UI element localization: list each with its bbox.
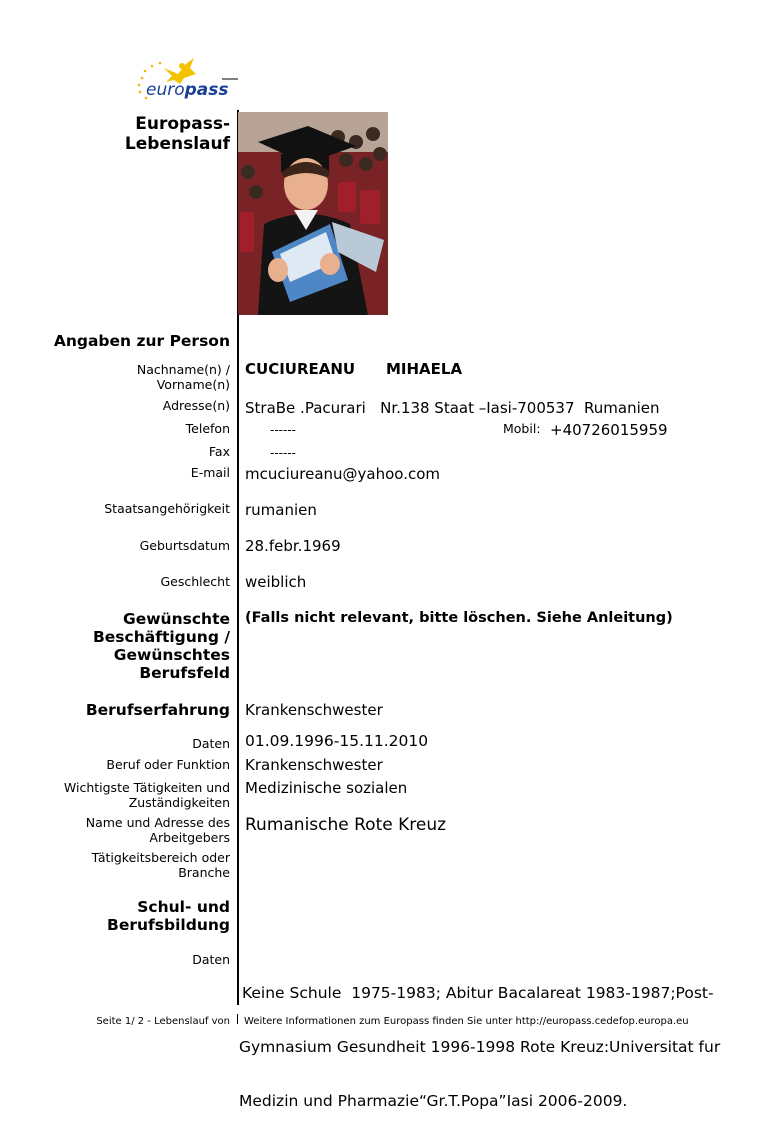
value-mobile: +40726015959 (550, 421, 668, 439)
value-experience-dates: 01.09.1996-15.11.2010 (245, 732, 429, 750)
value-email[interactable]: mcuciureanu@yahoo.com (245, 465, 441, 483)
footer-divider (237, 1014, 238, 1024)
label-mobile: Mobil: (503, 421, 541, 436)
section-heading-experience: Berufserfahrung (85, 701, 230, 719)
label-sector: Tätigkeitsbereich oder Branche (91, 850, 230, 880)
footer-left: Seite 1/ 2 - Lebenslauf von (96, 1016, 230, 1027)
label-nationality: Staatsangehörigkeit (104, 501, 230, 516)
value-education: Keine Schule 1975-1983; Abitur Bacalareat 1983-1987;Post- Gymnasium Gesundheit 1996-1998 Rote Kreuz:Universitat fur Medizin und Pharmazie“Gr.T.Popa”Iasi 2006-2009. (239, 984, 721, 1110)
section-heading-personal: Angaben zur Person (53, 332, 230, 350)
value-phone: ------ (270, 423, 296, 437)
section-heading-desired: Gewünschte Beschäftigung / Gewünschtes Berufsfeld (92, 610, 230, 682)
label-experience-dates: Daten (192, 736, 230, 751)
logo-text-pass: pass (184, 80, 229, 100)
desired-note: (Falls nicht relevant, bitte löschen. Siehe Anleitung) (245, 610, 673, 626)
europass-logo (134, 54, 240, 104)
footer-right[interactable]: Weitere Informationen zum Europass finden Sie unter http://europass.cedefop.europa.eu (244, 1016, 689, 1027)
experience-heading-value: Krankenschwester (245, 701, 383, 719)
value-address: StraBe .Pacurari Nr.138 Staat –Iasi-700537 Rumanien (245, 399, 660, 417)
value-birthdate: 28.febr.1969 (245, 537, 341, 555)
label-education-dates: Daten (192, 952, 230, 967)
label-employer: Name und Adresse des Arbeitgebers (85, 815, 230, 845)
label-tasks: Wichtigste Tätigkeiten und Zuständigkeiten (63, 780, 230, 810)
section-heading-education: Schul- und Berufsbildung (107, 898, 230, 934)
value-employer: Rumanische Rote Kreuz (245, 815, 447, 835)
label-fax: Fax (208, 444, 230, 459)
label-address: Adresse(n) (162, 398, 230, 413)
label-phone: Telefon (185, 421, 230, 436)
label-gender: Geschlecht (160, 574, 230, 589)
value-nationality: rumanien (245, 501, 317, 519)
label-job: Beruf oder Funktion (106, 757, 230, 772)
value-firstname: MIHAELA (386, 360, 463, 378)
value-job: Krankenschwester (245, 756, 383, 774)
document-title: Europass- Lebenslauf (124, 114, 230, 154)
profile-photo (238, 112, 388, 315)
value-gender: weiblich (245, 573, 307, 591)
label-birthdate: Geburtsdatum (139, 538, 230, 553)
value-surname: CUCIUREANU (245, 360, 356, 378)
value-tasks: Medizinische sozialen (245, 779, 408, 797)
label-name: Nachname(n) / Vorname(n) (136, 362, 230, 392)
logo-text-euro: euro (146, 80, 185, 100)
label-email: E-mail (190, 465, 230, 480)
value-fax: ------ (270, 446, 296, 460)
